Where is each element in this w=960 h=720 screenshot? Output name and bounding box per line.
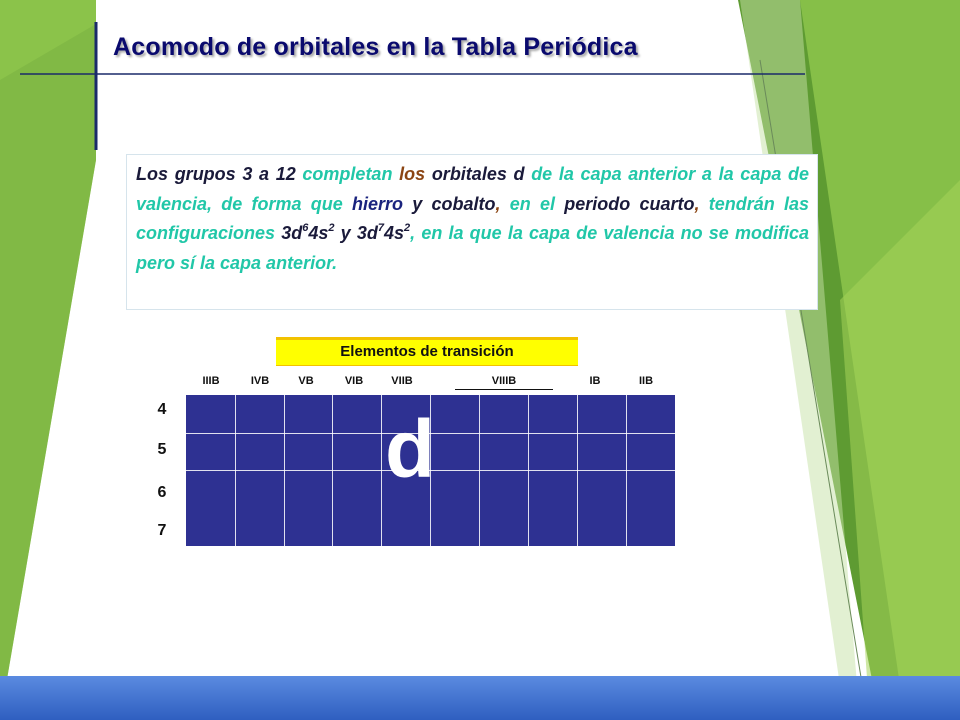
paragraph-text: y [334, 223, 357, 243]
group-label-ib: IB [589, 375, 601, 387]
paragraph-text: periodo cuarto [564, 193, 695, 214]
paragraph-text: y [403, 193, 432, 214]
group-label-vib: VIB [344, 375, 364, 387]
paragraph-text: , en la que la capa de valencia no se modifica pero sí la capa anterior. [136, 223, 810, 273]
paragraph-text: grupos 3 a 12 [168, 164, 303, 184]
config-iron: $3d^64s^2$ [281, 222, 335, 243]
bottom-bar [0, 676, 960, 720]
period-label-5: 5 [157, 441, 167, 458]
paragraph-text: los [399, 164, 426, 184]
group-label-viib: VIIB [391, 375, 413, 387]
paragraph-text: hierro [352, 193, 404, 214]
group-label-iib: IIB [638, 375, 654, 387]
period-label-7: 7 [157, 522, 167, 539]
d-block-letter: d [384, 404, 436, 495]
group-label-vb: VB [298, 375, 314, 387]
paragraph-text: en el [509, 193, 565, 214]
paragraph-text: , [694, 193, 709, 214]
group-label-viiib: VIIIB [491, 375, 517, 387]
transition-elements-banner: Elementos de transición [276, 337, 578, 366]
paragraph-text: , [495, 193, 510, 214]
paragraph-text: Los [136, 164, 169, 184]
paragraph-text: orbitales d [425, 164, 532, 184]
paragraph-text: cobalto [431, 193, 496, 214]
period-label-4: 4 [157, 401, 167, 418]
group-label-iiib: IIIB [202, 375, 220, 387]
paragraph-text: tendrán las configuraciones [136, 193, 809, 243]
viiib-underline [455, 389, 553, 390]
slide-title: Acomodo de orbitales en la Tabla Periódica [113, 33, 638, 61]
paragraph-text: de la capa anterior a la capa de valencia, de forma que [136, 164, 810, 214]
config-cobalt: $3d^74s^2$ [356, 222, 411, 243]
group-label-ivb: IVB [250, 375, 270, 387]
explanation-paragraph [126, 154, 818, 310]
period-label-6: 6 [157, 484, 167, 501]
left-green-shade [0, 24, 96, 720]
paragraph-text: completan [302, 164, 400, 184]
